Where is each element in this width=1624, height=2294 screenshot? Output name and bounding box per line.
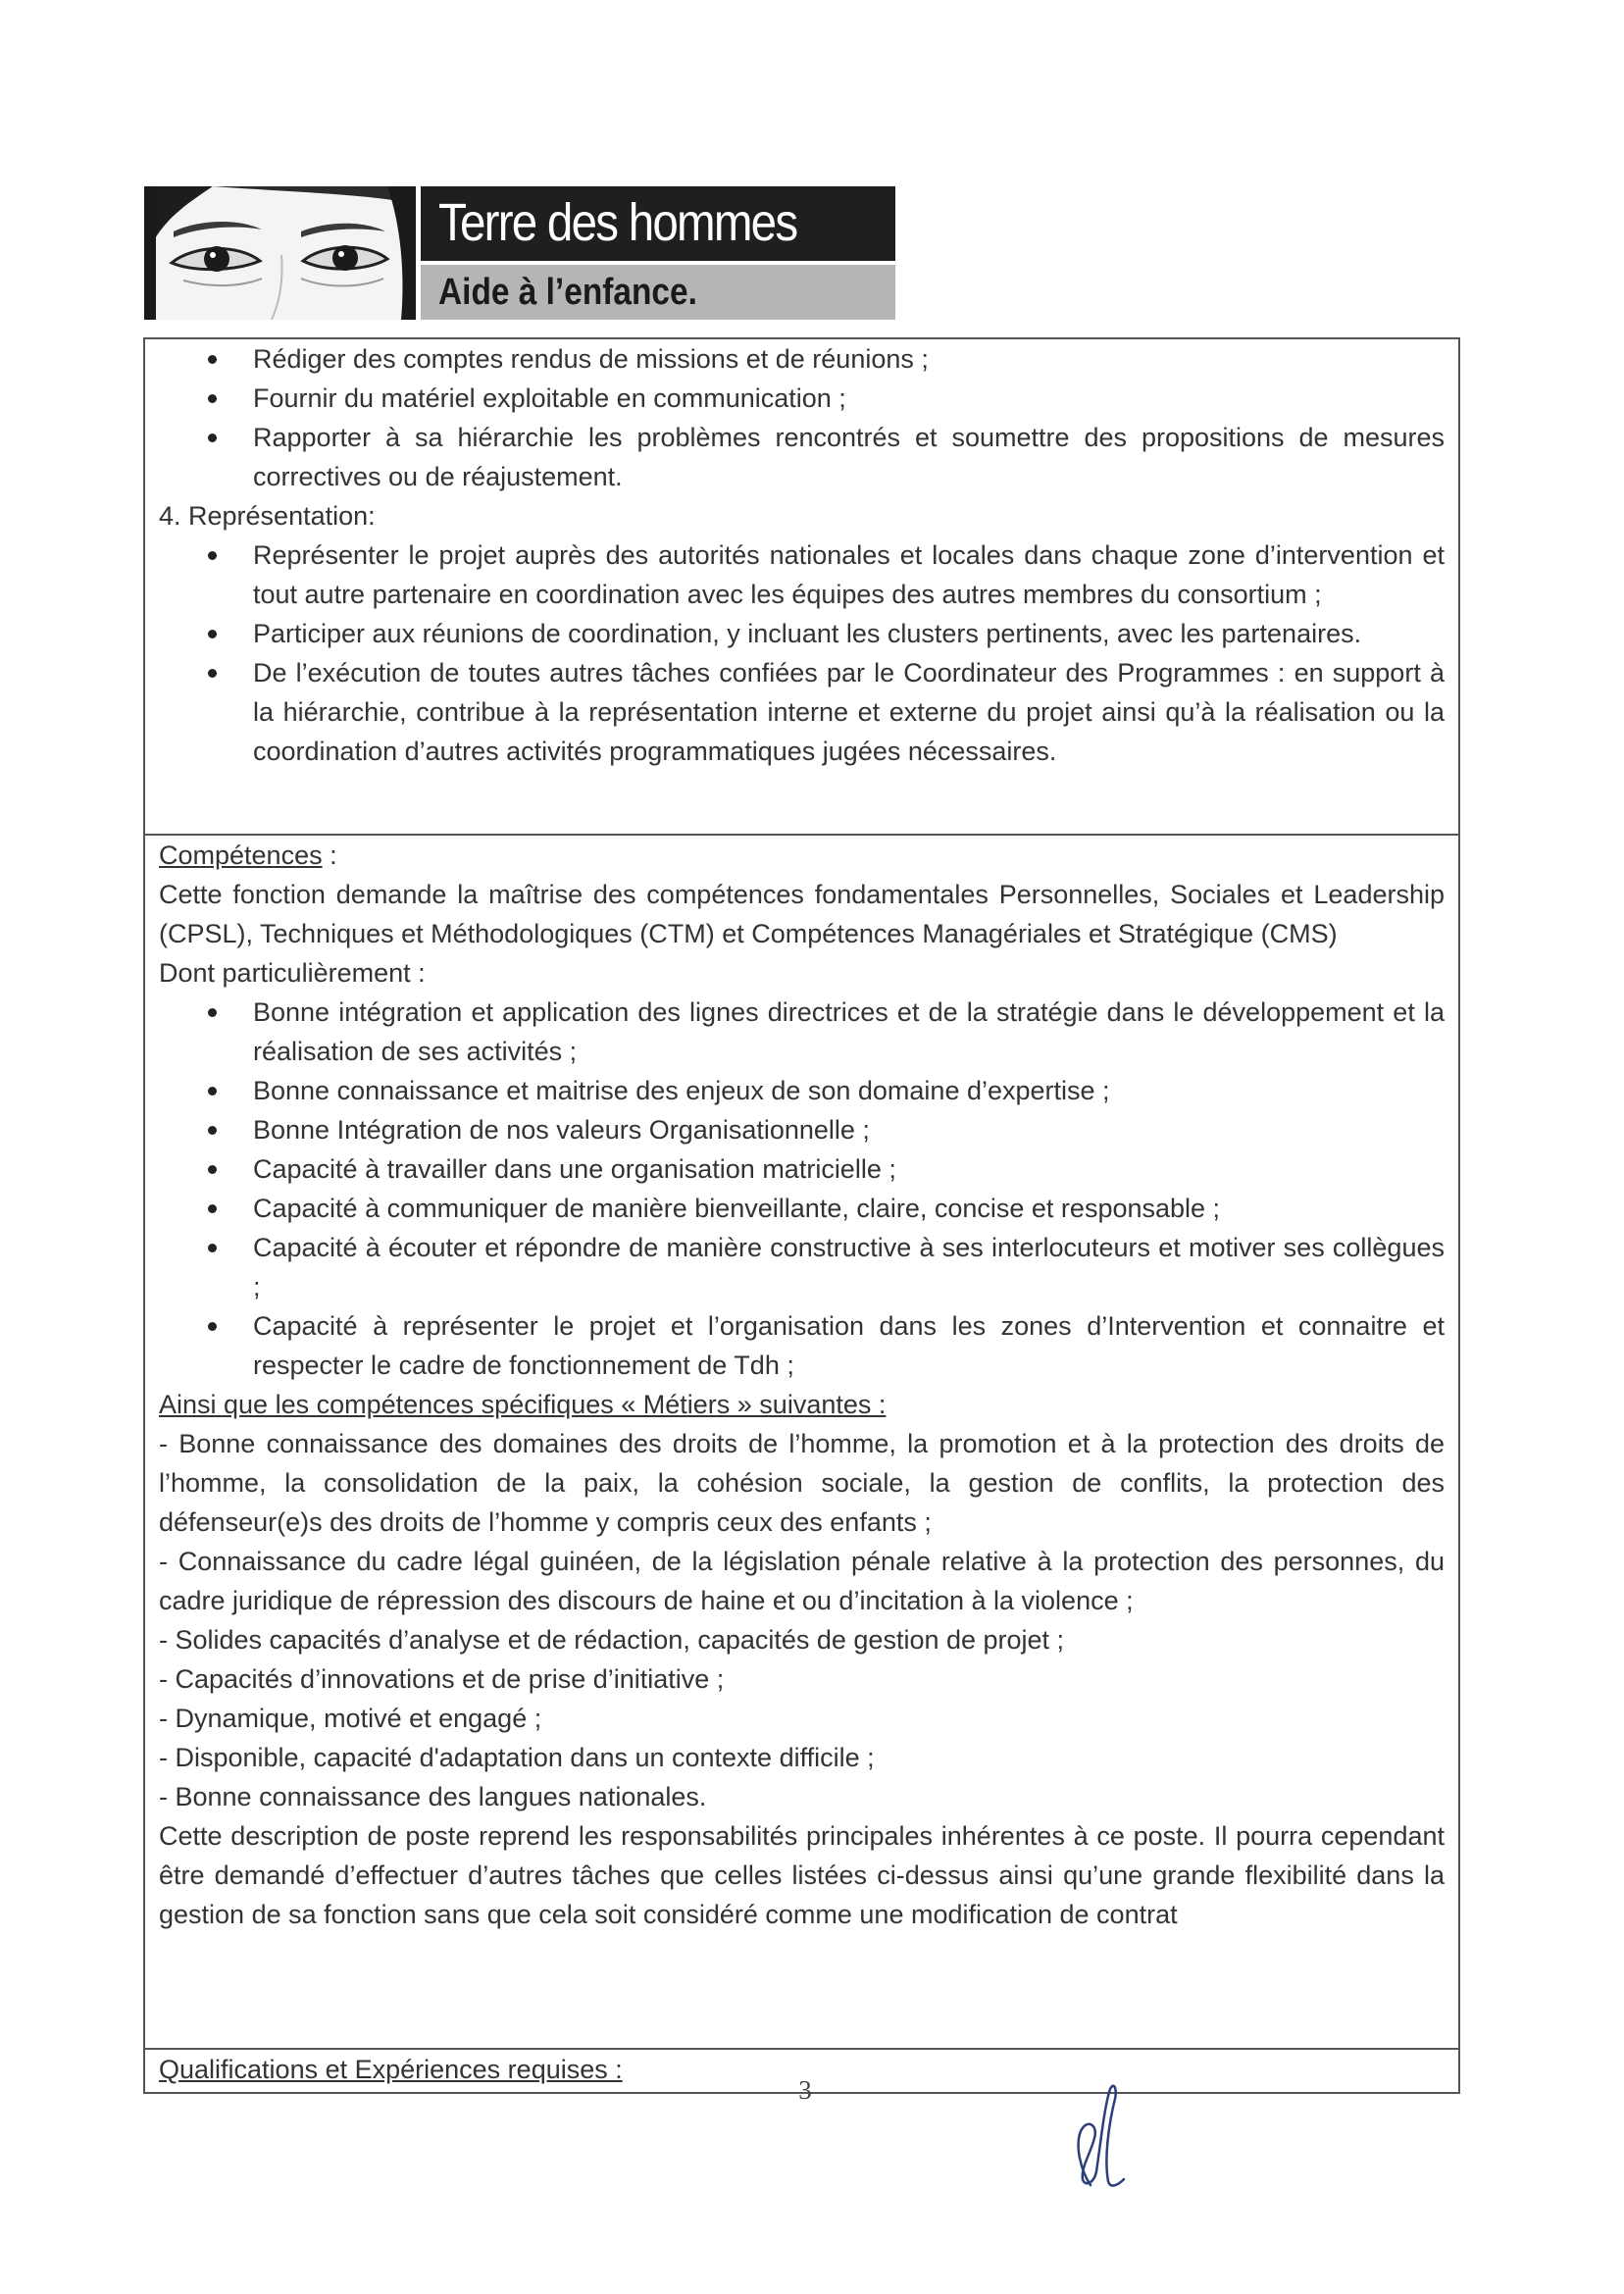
list-item: De l’exécution de toutes autres tâches confiées par le Coordinateur des Programmes : en support à la hiérarchie, contribue à la représentation interne et externe du projet ainsi qu’à la réalisation ou la coordination d’autres activités programmatiques jugées nécessaires. [253, 653, 1445, 771]
logo-subtitle: Aide à l’enfance. [438, 272, 697, 313]
closing-paragraph: Cette description de poste reprend les responsabilités principales inhérentes à ce poste. Il pourra cependant être demandé d’effectuer d’autres tâches que celles listées ci-dessus ainsi qu’une grande flexibilité dans la gestion de sa fonction sans que cela soit considéré comme une modification de contrat [159, 1821, 1445, 1929]
list-item: Bonne Intégration de nos valeurs Organisationnelle ; [253, 1110, 1445, 1149]
competences-heading-suffix: : [322, 841, 337, 870]
qualifications-heading: Qualifications et Expériences requises : [159, 2055, 623, 2084]
logo-subtitle-bar [421, 265, 895, 320]
specific-competences-heading: Ainsi que les compétences spécifiques « Métiers » suivantes : [159, 1390, 887, 1419]
list-item: - Bonne connaissance des domaines des droits de l’homme, la promotion et à la protection des droits de l’homme, la consolidation de la paix, la cohésion sociale, la gestion de conflits, la protection des défenseur(e)s des droits de l’homme y compris ceux des enfants ; [159, 1429, 1445, 1537]
logo-title: Terre des hommes [438, 193, 797, 252]
organization-logo [144, 186, 895, 320]
representation-heading: 4. Représentation: [159, 501, 376, 531]
responsibilities-cell [145, 339, 1458, 834]
list-item: Bonne connaissance et maitrise des enjeux de son domaine d’expertise ; [253, 1071, 1445, 1110]
competences-cell [145, 834, 1458, 2048]
handwritten-signature-icon [1061, 2077, 1130, 2195]
list-item: Rédiger des comptes rendus de missions et de réunions ; [253, 339, 1445, 379]
list-item: - Connaissance du cadre légal guinéen, de la législation pénale relative à la protection des personnes, du cadre juridique de répression des discours de haine et ou d’incitation à la violence ; [159, 1547, 1445, 1615]
list-item: Rapporter à sa hiérarchie les problèmes rencontrés et soumettre des propositions de mesures correctives ou de réajustement. [253, 418, 1445, 496]
job-description-table [143, 337, 1460, 2094]
list-item: Représenter le projet auprès des autorités nationales et locales dans chaque zone d’intervention et tout autre partenaire en coordination avec les équipes des autres membres du consortium ; [253, 535, 1445, 614]
list-item: - Disponible, capacité d'adaptation dans un contexte difficile ; [159, 1743, 875, 1772]
list-item: Capacité à écouter et répondre de manière constructive à ses interlocuteurs et motiver ses collègues ; [253, 1228, 1445, 1306]
competences-heading: Compétences [159, 841, 323, 870]
competences-lead: Dont particulièrement : [159, 958, 426, 988]
list-item: Participer aux réunions de coordination, y incluant les clusters pertinents, avec les partenaires. [253, 614, 1445, 653]
reporting-bullet-list [159, 339, 1445, 496]
logo-eyes-photo [144, 186, 416, 320]
specific-competences-list [159, 1424, 1445, 1816]
logo-title-bar [421, 186, 895, 261]
list-item: Bonne intégration et application des lignes directrices et de la stratégie dans le développement et la réalisation de ses activités ; [253, 993, 1445, 1071]
representation-bullet-list [159, 535, 1445, 771]
competences-intro: Cette fonction demande la maîtrise des compétences fondamentales Personnelles, Sociales et Leadership (CPSL), Techniques et Méthodologiques (CTM) et Compétences Managériales et Stratégique (CMS) [159, 880, 1445, 948]
list-item: Fournir du matériel exploitable en communication ; [253, 379, 1445, 418]
list-item: Capacité à travailler dans une organisation matricielle ; [253, 1149, 1445, 1189]
list-item: - Capacités d’innovations et de prise d’initiative ; [159, 1664, 725, 1694]
list-item: Capacité à représenter le projet et l’organisation dans les zones d’Intervention et connaitre et respecter le cadre de fonctionnement de Tdh ; [253, 1306, 1445, 1385]
list-item: - Bonne connaissance des langues nationales. [159, 1782, 707, 1811]
eyes-image-icon [144, 186, 416, 320]
competences-heading-line [159, 836, 1445, 875]
list-item: Capacité à communiquer de manière bienveillante, claire, concise et responsable ; [253, 1189, 1445, 1228]
list-item: - Solides capacités d’analyse et de rédaction, capacités de gestion de projet ; [159, 1625, 1065, 1655]
competences-bullet-list [159, 993, 1445, 1385]
list-item: - Dynamique, motivé et engagé ; [159, 1704, 542, 1733]
page-number: 3 [798, 2075, 812, 2105]
